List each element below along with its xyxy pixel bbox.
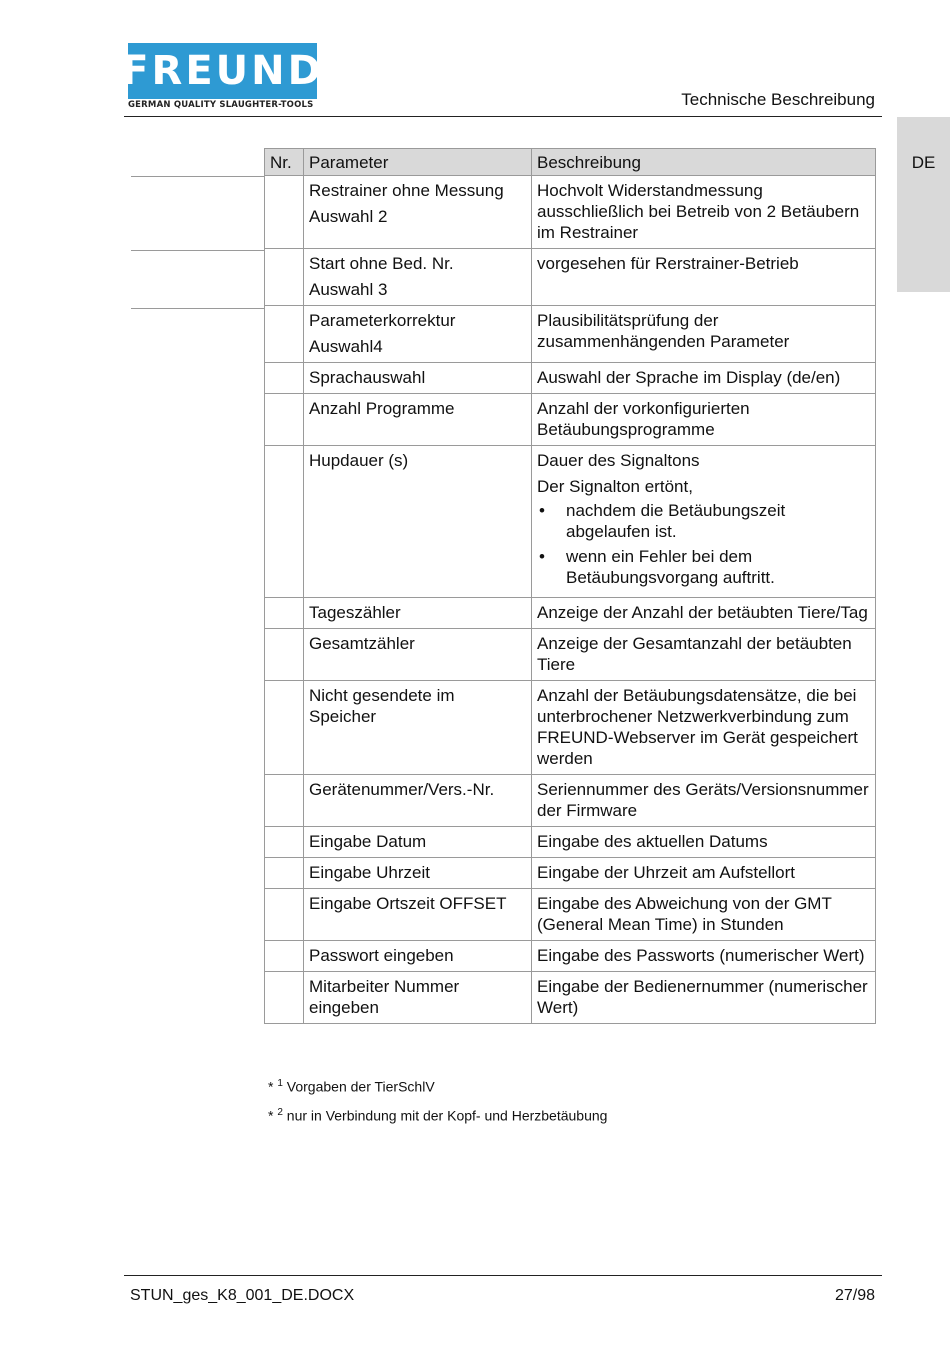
- language-tab-label: DE: [911, 153, 936, 172]
- footnote-2: [268, 1107, 607, 1124]
- logo-box: [121, 43, 324, 99]
- footnote-number: 2: [277, 1107, 283, 1118]
- logo-tagline: GERMAN QUALITY SLAUGHTER-TOOLS: [128, 100, 314, 110]
- parameter-subtext: Auswahl4: [309, 337, 383, 356]
- cell-description: Eingabe der Bedienernummer (numerischer Wert): [532, 972, 876, 1024]
- header-nr: Nr.: [265, 149, 304, 176]
- bullet-item: • wenn ein Fehler bei dem Betäubungsvorgang auftritt.: [566, 546, 870, 588]
- cell-parameter: Hupdauer (s): [304, 446, 532, 598]
- header-parameter: Parameter: [304, 149, 532, 176]
- footer-page-number: 27/98: [834, 1287, 875, 1304]
- cell-parameter: [304, 249, 532, 306]
- cell-nr: [265, 446, 304, 598]
- parameter-subtext: Auswahl 3: [309, 280, 388, 299]
- company-logo: [121, 43, 324, 110]
- cell-nr: [265, 629, 304, 681]
- cell-nr: [265, 972, 304, 1024]
- parameter-subtext: Auswahl 2: [309, 207, 388, 226]
- table-row: [265, 394, 876, 446]
- table-row: [265, 249, 876, 306]
- table-row: [265, 446, 876, 598]
- footer-divider: [124, 1275, 882, 1276]
- footnote-text: nur in Verbindung mit der Kopf- und Herzbetäubung: [286, 1107, 608, 1124]
- bullet-item: • nachdem die Betäubungszeit abgelaufen ist.: [566, 500, 870, 542]
- cell-parameter: Passwort eingeben: [304, 941, 532, 972]
- table-row: [265, 681, 876, 775]
- cell-nr: [265, 598, 304, 629]
- cell-parameter: Eingabe Ortszeit OFFSET: [304, 889, 532, 941]
- cell-description: Eingabe des Abweichung von der GMT (General Mean Time) in Stunden: [532, 889, 876, 941]
- table-row: [265, 629, 876, 681]
- cell-description: Auswahl der Sprache im Display (de/en): [532, 363, 876, 394]
- cell-description: [532, 446, 876, 598]
- cell-parameter: Mitarbeiter Nummer eingeben: [304, 972, 532, 1024]
- cell-description: Eingabe des aktuellen Datums: [532, 827, 876, 858]
- table-row: [265, 775, 876, 827]
- description-text: Dauer des Signaltons: [537, 451, 700, 470]
- cell-parameter: Eingabe Uhrzeit: [304, 858, 532, 889]
- cell-parameter: Eingabe Datum: [304, 827, 532, 858]
- cell-description: vorgesehen für Rerstrainer-Betrieb: [532, 249, 876, 306]
- cell-description: Seriennummer des Geräts/Versionsnummer der Firmware: [532, 775, 876, 827]
- margin-rule: [131, 308, 264, 309]
- language-side-tab: [897, 117, 950, 292]
- cell-nr: [265, 681, 304, 775]
- table-row: [265, 941, 876, 972]
- cell-description: Plausibilitätsprüfung der zusammenhängenden Parameter: [532, 306, 876, 363]
- cell-nr: [265, 941, 304, 972]
- cell-nr: [265, 363, 304, 394]
- header-title: Technische Beschreibung: [681, 90, 875, 109]
- margin-rule: [131, 176, 264, 177]
- cell-description: Anzahl der vorkonfigurierten Betäubungsprogramme: [532, 394, 876, 446]
- footnote-mark: *: [268, 1107, 274, 1124]
- cell-nr: [265, 858, 304, 889]
- cell-nr: [265, 775, 304, 827]
- parameter-text: Restrainer ohne Messung: [309, 181, 504, 200]
- cell-nr: [265, 306, 304, 363]
- table-header-row: [265, 149, 876, 176]
- cell-parameter: Nicht gesendete im Speicher: [304, 681, 532, 775]
- cell-nr: [265, 889, 304, 941]
- cell-nr: [265, 176, 304, 249]
- table-row: [265, 858, 876, 889]
- cell-parameter: Tageszähler: [304, 598, 532, 629]
- logo-wordmark: FREUND: [121, 48, 324, 94]
- cell-description: Hochvolt Widerstandmessung ausschließlich bei Betreib von 2 Betäubern im Restrainer: [532, 176, 876, 249]
- table-row: [265, 972, 876, 1024]
- cell-parameter: Sprachauswahl: [304, 363, 532, 394]
- cell-parameter: Gesamtzähler: [304, 629, 532, 681]
- table-row: [265, 598, 876, 629]
- cell-description: Anzeige der Anzahl der betäubten Tiere/Tag: [532, 598, 876, 629]
- table-row: [265, 363, 876, 394]
- cell-parameter: Gerätenummer/Vers.-Nr.: [304, 775, 532, 827]
- cell-parameter: Anzahl Programme: [304, 394, 532, 446]
- footnote-text: Vorgaben der TierSchlV: [286, 1078, 435, 1095]
- parameter-table: [264, 148, 876, 1024]
- cell-description: Anzeige der Gesamtanzahl der betäubten Tiere: [532, 629, 876, 681]
- description-bullet-list: [537, 500, 870, 588]
- table-row: [265, 827, 876, 858]
- cell-description: Eingabe der Uhrzeit am Aufstellort: [532, 858, 876, 889]
- footer-document-name: STUN_ges_K8_001_DE.DOCX: [130, 1287, 355, 1304]
- cell-description: Anzahl der Betäubungsdatensätze, die bei unterbrochener Netzwerkverbindung zum FREUND-Webserver im Gerät gespeichert werden: [532, 681, 876, 775]
- footnote-number: 1: [277, 1078, 283, 1089]
- margin-rule: [131, 250, 264, 251]
- cell-nr: [265, 827, 304, 858]
- header-divider: [124, 116, 882, 117]
- parameter-text: Parameterkorrektur: [309, 311, 456, 330]
- cell-parameter: [304, 176, 532, 249]
- table-row: [265, 176, 876, 249]
- description-text-2: Der Signalton ertönt,: [537, 477, 693, 496]
- cell-description: Eingabe des Passworts (numerischer Wert): [532, 941, 876, 972]
- table-row: [265, 889, 876, 941]
- footnote-1: [268, 1078, 435, 1095]
- parameter-text: Start ohne Bed. Nr.: [309, 254, 454, 273]
- cell-nr: [265, 394, 304, 446]
- header-description: Beschreibung: [532, 149, 876, 176]
- footnote-mark: *: [268, 1078, 274, 1095]
- cell-parameter: [304, 306, 532, 363]
- table-row: [265, 306, 876, 363]
- cell-nr: [265, 249, 304, 306]
